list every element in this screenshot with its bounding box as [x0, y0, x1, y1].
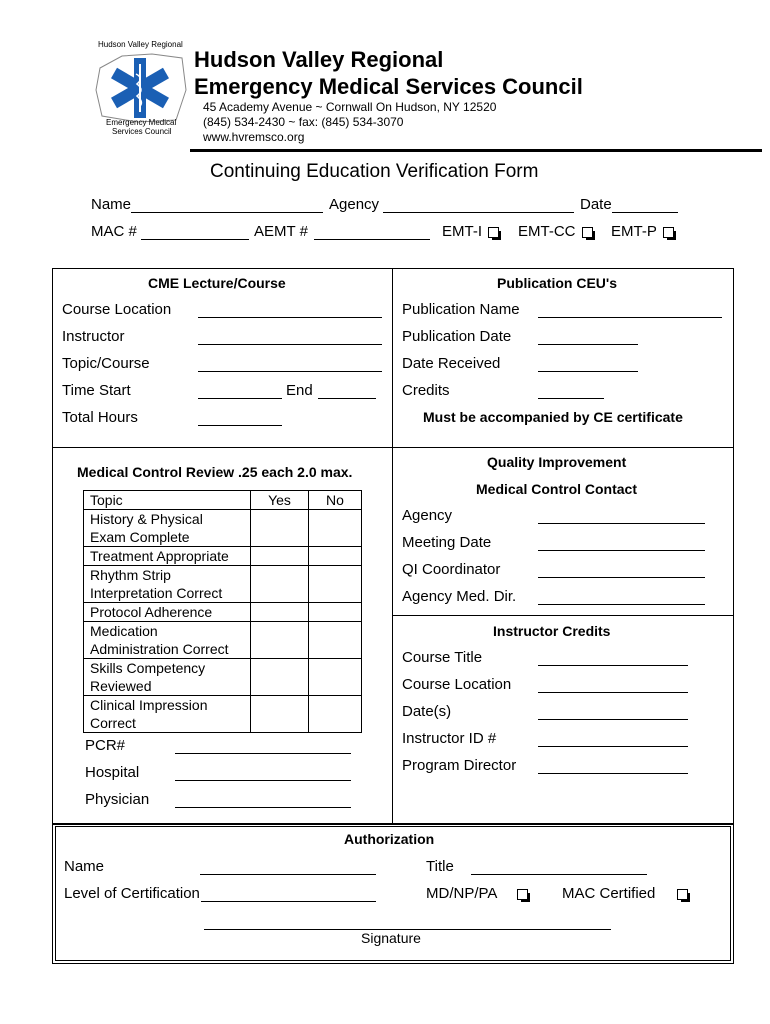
star-of-life-icon	[92, 50, 188, 124]
form-title: Continuing Education Verification Form	[210, 161, 539, 182]
publication-received-field[interactable]	[538, 371, 638, 372]
org-website: www.hvremsco.org	[203, 130, 305, 144]
publication-credits-label: Credits	[402, 382, 450, 399]
cme-instructor-label: Instructor	[62, 328, 125, 345]
yes-cell[interactable]	[251, 566, 309, 603]
grid-divider-right-mid	[392, 615, 733, 616]
table-row	[84, 566, 362, 603]
grid-divider-left	[52, 447, 392, 448]
authorization-heading: Authorization	[344, 831, 435, 847]
topic-cell: Protocol Adherence	[84, 603, 251, 622]
aemt-field[interactable]	[314, 239, 430, 240]
col-yes-header: Yes	[251, 491, 309, 510]
md-np-pa-checkbox[interactable]	[517, 889, 528, 900]
no-cell[interactable]	[309, 547, 362, 566]
no-cell[interactable]	[309, 510, 362, 547]
no-cell[interactable]	[309, 696, 362, 733]
dates-field[interactable]	[538, 719, 688, 720]
no-cell[interactable]	[309, 622, 362, 659]
cme-topic-label: Topic/Course	[62, 355, 150, 372]
publication-note: Must be accompanied by CE certificate	[423, 409, 683, 425]
org-address: 45 Academy Avenue ~ Cornwall On Hudson, NY 12520	[203, 100, 497, 114]
emt-cc-checkbox[interactable]	[582, 227, 593, 238]
topic-cell: History & Physical Exam Complete	[84, 510, 251, 547]
mac-label: MAC #	[91, 223, 137, 240]
emt-p-checkbox[interactable]	[663, 227, 674, 238]
table-row	[84, 659, 362, 696]
table-row	[84, 696, 362, 733]
yes-cell[interactable]	[251, 622, 309, 659]
org-title-line-2: Emergency Medical Services Council	[194, 74, 583, 99]
quality-heading-1: Quality Improvement	[487, 454, 627, 470]
qi-coordinator-label: QI Coordinator	[402, 561, 501, 578]
ic-course-location-field[interactable]	[538, 692, 688, 693]
physician-field[interactable]	[175, 807, 351, 808]
table-row	[84, 603, 362, 622]
medical-control-table	[83, 490, 362, 733]
emt-i-label: EMT-I	[442, 223, 482, 240]
auth-name-field[interactable]	[200, 874, 376, 875]
emt-cc-option[interactable]	[518, 223, 593, 240]
publication-heading: Publication CEU's	[497, 275, 618, 291]
agency-field[interactable]	[383, 212, 574, 213]
date-field[interactable]	[612, 212, 678, 213]
no-cell[interactable]	[309, 659, 362, 696]
cme-heading: CME Lecture/Course	[148, 275, 286, 291]
yes-cell[interactable]	[251, 547, 309, 566]
instructor-id-field[interactable]	[538, 746, 688, 747]
publication-name-field[interactable]	[538, 317, 722, 318]
table-row	[84, 547, 362, 566]
name-label: Name	[91, 196, 132, 213]
mac-certified-option[interactable]	[562, 885, 688, 902]
mac-field[interactable]	[141, 239, 249, 240]
emt-i-option[interactable]	[442, 223, 499, 240]
mac-certified-checkbox[interactable]	[677, 889, 688, 900]
org-phone: (845) 534-2430 ~ fax: (845) 534-3070	[203, 115, 404, 129]
emt-i-checkbox[interactable]	[488, 227, 499, 238]
emt-p-label: EMT-P	[611, 223, 657, 240]
auth-level-field[interactable]	[201, 901, 376, 902]
cme-total-hours-field[interactable]	[198, 425, 282, 426]
qi-coordinator-field[interactable]	[538, 577, 705, 578]
instructor-heading: Instructor Credits	[493, 623, 611, 639]
date-label: Date	[580, 196, 612, 213]
course-title-field[interactable]	[538, 665, 688, 666]
program-director-field[interactable]	[538, 773, 688, 774]
topic-cell: Clinical Impression Correct	[84, 696, 251, 733]
emt-p-option[interactable]	[611, 223, 674, 240]
cme-end-label: End	[286, 382, 313, 399]
md-np-pa-label: MD/NP/PA	[426, 885, 498, 902]
publication-received-label: Date Received	[402, 355, 501, 372]
emt-cc-label: EMT-CC	[518, 223, 576, 240]
org-title-line-1: Hudson Valley Regional	[194, 47, 444, 72]
no-cell[interactable]	[309, 566, 362, 603]
qi-med-dir-field[interactable]	[538, 604, 705, 605]
physician-label: Physician	[85, 791, 150, 808]
course-title-label: Course Title	[402, 649, 483, 666]
instructor-id-label: Instructor ID #	[402, 730, 497, 747]
logo-bottom-text-2: Services Council	[112, 127, 172, 136]
logo	[92, 40, 188, 140]
hospital-label: Hospital	[85, 764, 140, 781]
topic-cell: Treatment Appropriate	[84, 547, 251, 566]
table-row	[84, 622, 362, 659]
yes-cell[interactable]	[251, 510, 309, 547]
name-field[interactable]	[131, 212, 323, 213]
logo-bottom-text-1: Emergency Medical	[106, 118, 177, 127]
topic-cell: Medication Administration Correct	[84, 622, 251, 659]
quality-heading-2: Medical Control Contact	[476, 481, 638, 497]
hospital-field[interactable]	[175, 780, 351, 781]
no-cell[interactable]	[309, 603, 362, 622]
aemt-label: AEMT #	[254, 223, 308, 240]
publication-date-field[interactable]	[538, 344, 638, 345]
topic-cell: Skills Competency Reviewed	[84, 659, 251, 696]
qi-meeting-date-field[interactable]	[538, 550, 705, 551]
auth-title-label: Title	[426, 858, 454, 875]
table-header-row	[84, 491, 362, 510]
header-rule	[190, 149, 762, 152]
ic-course-location-label: Course Location	[402, 676, 512, 693]
medical-control-heading: Medical Control Review .25 each 2.0 max.	[77, 464, 353, 480]
publication-credits-field[interactable]	[538, 398, 604, 399]
md-np-pa-option[interactable]	[426, 885, 528, 902]
cme-time-start-label: Time Start	[62, 382, 131, 399]
qi-agency-label: Agency	[402, 507, 453, 524]
cme-course-location-field[interactable]	[198, 317, 382, 318]
logo-top-text: Hudson Valley Regional	[98, 40, 183, 49]
yes-cell[interactable]	[251, 696, 309, 733]
topic-cell: Rhythm Strip Interpretation Correct	[84, 566, 251, 603]
program-director-label: Program Director	[402, 757, 517, 774]
publication-date-label: Publication Date	[402, 328, 512, 345]
qi-med-dir-label: Agency Med. Dir.	[402, 588, 517, 605]
dates-label: Date(s)	[402, 703, 452, 720]
auth-level-label: Level of Certification	[64, 885, 200, 902]
cme-time-start-field[interactable]	[198, 398, 282, 399]
cme-topic-field[interactable]	[198, 371, 382, 372]
signature-label: Signature	[361, 930, 421, 946]
yes-cell[interactable]	[251, 659, 309, 696]
cme-total-hours-label: Total Hours	[62, 409, 138, 426]
auth-name-label: Name	[64, 858, 105, 875]
col-topic-header: Topic	[84, 491, 251, 510]
grid-vertical-divider	[392, 268, 393, 823]
agency-label: Agency	[329, 196, 380, 213]
qi-meeting-date-label: Meeting Date	[402, 534, 492, 551]
yes-cell[interactable]	[251, 603, 309, 622]
qi-agency-field[interactable]	[538, 523, 705, 524]
cme-end-field[interactable]	[318, 398, 376, 399]
table-row	[84, 510, 362, 547]
cme-instructor-field[interactable]	[198, 344, 382, 345]
mac-certified-label: MAC Certified	[562, 885, 656, 902]
cme-course-location-label: Course Location	[62, 301, 172, 318]
pcr-label: PCR#	[85, 737, 126, 754]
col-no-header: No	[309, 491, 362, 510]
publication-name-label: Publication Name	[402, 301, 520, 318]
pcr-field[interactable]	[175, 753, 351, 754]
grid-divider-right-top	[392, 447, 733, 448]
auth-title-field[interactable]	[471, 874, 647, 875]
